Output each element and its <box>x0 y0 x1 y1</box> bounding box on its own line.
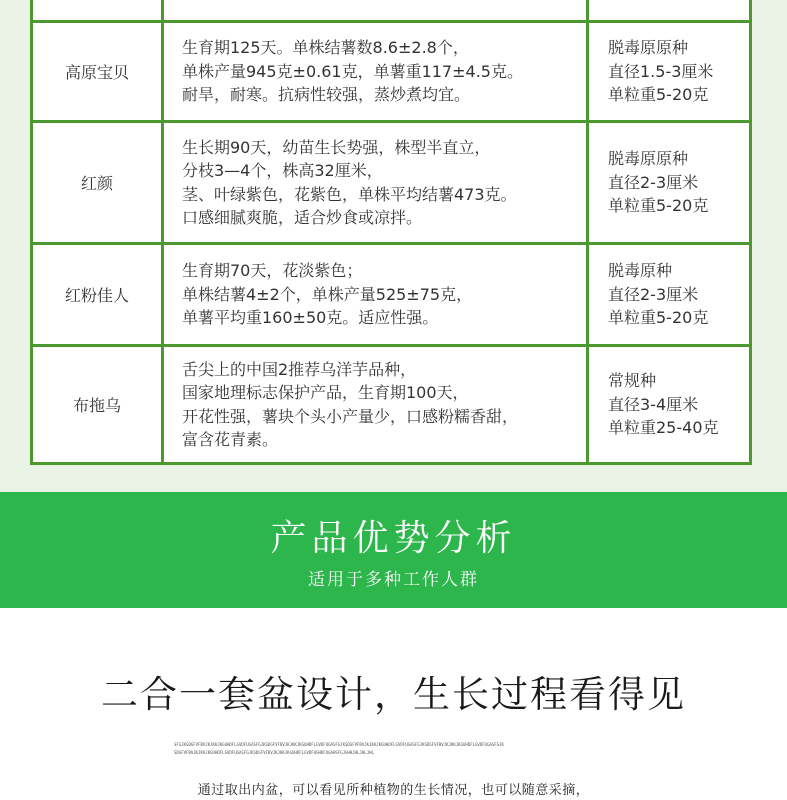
table-row <box>32 0 751 22</box>
variety-name: 红粉佳人 <box>32 244 163 346</box>
spec-line: 单粒重5-20克 <box>608 85 709 105</box>
description-line: 舌尖上的中国2推荐乌洋芋品种， <box>182 359 417 379</box>
spec-line: 单粒重5-20克 <box>608 196 709 216</box>
table-row <box>32 244 751 346</box>
spec-line: 直径2-3厘米 <box>608 284 699 304</box>
description-line: 单株结薯4±2个，单株产量525±75克， <box>182 284 473 304</box>
spec-line: 直径1.5-3厘米 <box>608 61 714 81</box>
table-row <box>32 122 751 244</box>
spec-line: 直径3-4厘米 <box>608 394 699 414</box>
variety-spec <box>588 22 751 122</box>
variety-name <box>32 0 163 22</box>
section-headline: 二合一套盆设计，生长过程看得见 <box>101 673 686 716</box>
spec-line: 常规种 <box>608 371 657 391</box>
variety-spec <box>588 122 751 244</box>
description-line: 开花性强，薯块个头小产量少，口感粉糯香甜， <box>182 406 519 426</box>
variety-name: 高原宝贝 <box>32 22 163 122</box>
variety-spec <box>588 0 751 22</box>
variety-name: 红颜 <box>32 122 163 244</box>
description-line: 国家地理标志保护产品，生育期100天， <box>182 383 469 402</box>
table-row <box>32 22 751 122</box>
variety-spec <box>588 244 751 346</box>
fine-print <box>174 741 634 757</box>
description-line: 生育期125天。单株结薯数8.6±2.8个， <box>182 38 469 58</box>
description-line: 单株产量945克±0.61克，单薯重117±4.5克。 <box>182 61 523 81</box>
spec-line: 单粒重5-20克 <box>608 308 709 328</box>
product-advantage-banner <box>0 492 787 608</box>
description-line: 生育期70天，花淡紫色； <box>182 261 363 281</box>
variety-name: 布拖乌 <box>32 346 163 464</box>
fine-print-line: SDGFVFBVJKJKKJKGUHDFLGVDFUGASFGJKSDGFVFBVJKJKKJKGUHDFLGVDFUGHDFUGAHSFGJGHHJHLJHLJHL <box>174 750 374 755</box>
section-body-text: 通过取出内盆，可以看见所种植物的生长情况，也可以随意采摘， <box>197 783 590 798</box>
description-line: 口感细腻爽脆，适合炒食或凉拌。 <box>182 208 423 227</box>
variety-table <box>30 0 752 465</box>
description-line: 富含花青素。 <box>182 430 279 449</box>
variety-description <box>163 346 588 464</box>
table-row <box>32 346 751 464</box>
variety-spec <box>588 346 751 464</box>
fine-print-line: SFGJKSDGFVFBVJKJKKJKGUHDFLGVDFUGASFGJKSDGFVFBVJKJKKJKGUHDFLGVDFUGASFGJKSDGFVFBVJKJKKJKGUHDFLGVDFUGASFGJKSDGFVFBVJKJKKJKGUHDFLGVDFUGASFGJK <box>174 742 504 747</box>
description-line: 生长期90天，幼苗生长势强，株型半直立， <box>182 137 491 157</box>
description-line: 耐旱，耐寒。抗病性较强，蒸炒煮均宜。 <box>182 85 471 105</box>
spec-line: 单粒重25-40克 <box>608 418 719 438</box>
variety-description <box>163 244 588 346</box>
variety-description <box>163 0 588 22</box>
variety-description <box>163 122 588 244</box>
banner-subtitle: 适用于多种工作人群 <box>308 570 479 590</box>
variety-description <box>163 22 588 122</box>
spec-line: 脱毒原原种 <box>608 38 689 58</box>
banner-title: 产品优势分析 <box>270 518 517 559</box>
description-line: 分枝3—4个，株高32厘米， <box>182 161 383 180</box>
description-line: 茎、叶绿紫色，花紫色，单株平均结薯473克。 <box>182 184 517 204</box>
spec-line: 脱毒原原种 <box>608 149 689 169</box>
description-line: 单薯平均重160±50克。适应性强。 <box>182 308 439 328</box>
spec-line: 直径2-3厘米 <box>608 172 699 192</box>
spec-line: 脱毒原种 <box>608 261 673 281</box>
